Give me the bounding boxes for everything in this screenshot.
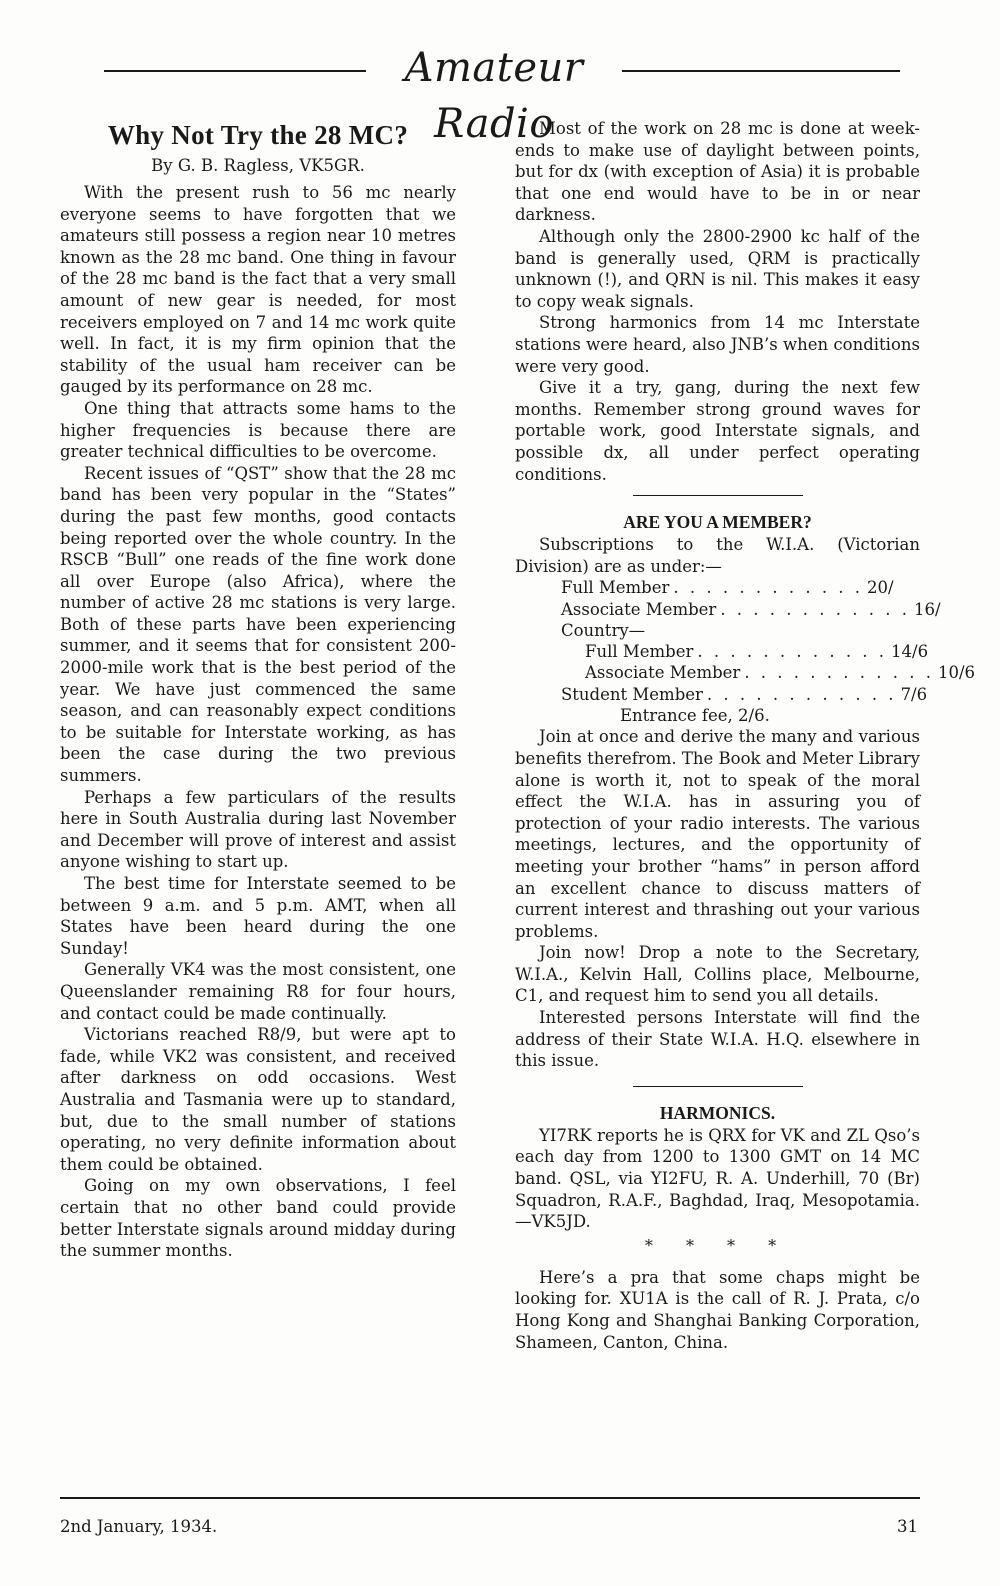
page-number: 31 [897,1517,918,1536]
fee-row: Associate Member . . . . . . . . . . . . 16/ [561,599,941,619]
masthead-rule-left [104,70,366,72]
article-body-left [60,182,456,1262]
member-heading: ARE YOU A MEMBER? [623,512,812,533]
member-paragraph: Interested persons Interstate will find the address of their State W.I.A. H.Q. elsewhere in this issue. [515,1008,920,1071]
article-byline: By G. B. Ragless, VK5GR. [151,156,365,175]
member-section [515,510,976,1072]
fee-row: Student Member . . . . . . . . . . . . 7/6 [561,684,928,704]
footer-rule [60,1497,920,1499]
article-paragraph: Recent issues of “QST” show that the 28 mc band has been very popular in the “States” during the past few months, good contacts being reported over the whole country. In the RSCB “Bull” one reads of the fine work done all over Europe (also Africa), where the number of active 28 mc stations is very large. Both of these parts have been experiencing summer, and it seems that for consistent 200-2000-mile work that is the best period of the year. We have just commenced the same season, and can reasonably expect conditions to be suitable for Interstate working, as has been the case during the two previous summers. [60,463,456,786]
harmonics-paragraph: Here’s a pra that some chaps might be looking for. XU1A is the call of R. J. Prata, c/o Hong Kong and Shanghai Banking Corporation, Shameen, Canton, China. [515,1267,920,1352]
article-paragraph: Generally VK4 was the most consistent, one Queenslander remaining R8 for four hours, and contact could be made continually. [60,960,456,1023]
member-paragraph: Join now! Drop a note to the Secretary, W.I.A., Kelvin Hall, Collins place, Melbourne, C1, and request him to send you all details. [515,943,920,1006]
entrance-fee: Entrance fee, 2/6. [620,706,770,726]
fee-row: Full Member . . . . . . . . . . . . 14/6 [585,642,929,662]
harmonics-heading: HARMONICS. [659,1102,776,1123]
article-paragraph: The best time for Interstate seemed to be between 9 a.m. and 5 p.m. AMT, when all States have been heard during the one Sunday! [60,874,456,958]
harmonics-section [515,1101,920,1353]
member-paragraph: Join at once and derive the many and various benefits therefrom. The Book and Meter Library alone is worth it, not to speak of the moral effect the W.I.A. has in assuring you of protection of your radio interests. The various meetings, lectures, and the opportunity of meeting your brother “hams” in person afford an excellent chance to discuss matters of current interest and thrashing out your various problems. [515,727,920,941]
article-paragraph: Most of the work on 28 mc is done at week-ends to make use of daylight between points, but for dx (with exception of Asia) it is probable that one end would have to be in or near darkness. [515,119,920,225]
left-column [60,118,456,1262]
fee-list [515,577,976,726]
article-paragraph: Perhaps a few particulars of the results here in South Australia during last November and December will prove of interest and assist anyone wishing to start up. [60,787,456,872]
issue-date: 2nd January, 1934. [60,1517,218,1536]
article-paragraph: Although only the 2800-2900 kc half of the band is generally used, QRM is practically unknown (!), and QRN is nil. This makes it easy to copy weak signals. [515,226,920,311]
fee-row: Full Member . . . . . . . . . . . . 20/ [561,578,894,598]
article-paragraph: Give it a try, gang, during the next few months. Remember strong ground waves for portable work, good Interstate signals, and possible dx, all under perfect operating conditions. [515,378,920,484]
article-paragraph: With the present rush to 56 mc nearly everyone seems to have forgotten that we amateurs still possess a region near 10 metres known as the 28 mc band. One thing in favour of the 28 mc band is the fact that a very small amount of new gear is needed, for most receivers employed on 7 and 14 mc work quite well. In fact, it is my firm opinion that the stability of the usual ham receiver can be gauged by its performance on 28 mc. [60,183,456,397]
section-divider [633,495,803,496]
article-paragraph: Going on my own observations, I feel certain that no other band could provide better Interstate signals around midday during the summer months. [60,1176,456,1261]
article-paragraph: Strong harmonics from 14 mc Interstate stations were heard, also JNB’s when conditions were very good. [515,313,920,376]
country-label: Country— [561,620,646,640]
section-divider [633,1086,803,1087]
article-body-right [515,118,920,485]
harmonics-paragraph: YI7RK reports he is QRX for VK and ZL Qso’s each day from 1200 to 1300 GMT on 14 MC band. QSL, via YI2FU, R. A. Underhill, 70 (Br) Squadron, R.A.F., Baghdad, Iraq, Mesopotamia.—VK5JD. [515,1125,920,1232]
article-title: Why Not Try the 28 MC? [107,120,409,150]
masthead-rule-right [622,70,900,72]
article-paragraph: One thing that attracts some hams to the higher frequencies is because there are greater technical difficulties to be overcome. [60,398,456,462]
masthead-title: Amateur Radio [404,45,584,147]
article-paragraph: Victorians reached R8/9, but were apt to fade, while VK2 was consistent, and received after darkness on odd occasions. West Australia and Tasmania were up to standard, but, due to the small number of stations operating, no very definite information about them could be obtained. [60,1025,456,1174]
right-column [515,118,976,1353]
member-intro: Subscriptions to the W.I.A. (Victorian Division) are as under:— [515,535,920,576]
fee-row: Associate Member . . . . . . . . . . . . 10/6 [585,663,976,683]
star-separator: * * * * [644,1235,791,1255]
